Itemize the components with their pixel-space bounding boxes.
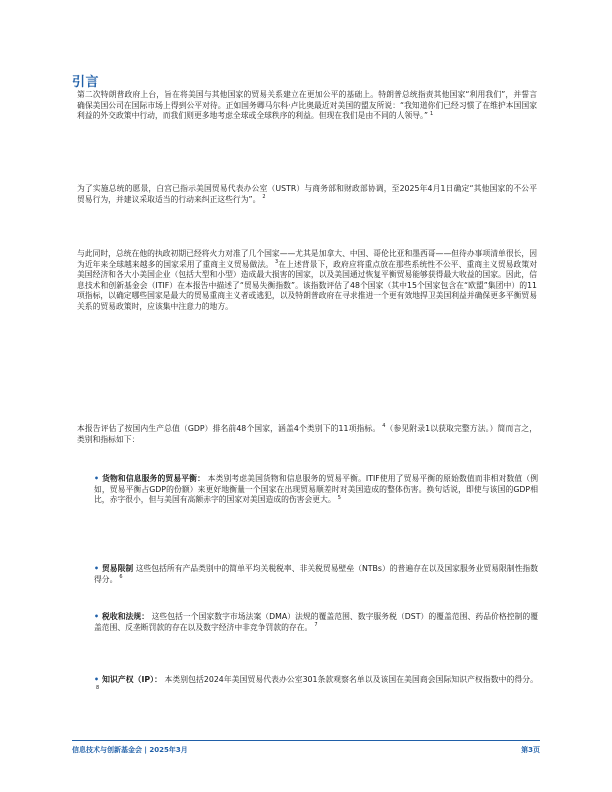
bullet-dot-icon: • xyxy=(94,612,99,621)
bullet-dot-icon: • xyxy=(94,675,99,684)
paragraph-4-text: 本报告评估了按国内生产总值（GDP）排名前48个国家，涵盖4个类别下的11项指标。 xyxy=(77,424,381,433)
footnote-ref-6[interactable]: 6 xyxy=(119,574,123,580)
bullet-lead: 税收和法规： xyxy=(101,612,150,621)
paragraph-2-text: 为了实施总统的愿景，白宫已指示美国贸易代表办公室（USTR）与商务部和财政部协调，至2025年4月1日确定“其他国家的不公平贸易行为，并建议采取适当的行动来纠正这些行为”。 xyxy=(77,184,537,204)
bullet-lead: 知识产权（IP）： xyxy=(101,675,162,684)
bullet-lead: 贸易限制 xyxy=(101,564,134,573)
footnote-ref-7[interactable]: 7 xyxy=(314,622,318,628)
footnote-ref-2[interactable]: 2 xyxy=(262,194,266,200)
footnote-ref-8[interactable]: 8 xyxy=(96,685,100,691)
footer-page-number: 第3页 xyxy=(521,746,540,754)
bullet-dot-icon: • xyxy=(94,474,99,483)
paragraph-1-text: 第二次特朗普政府上台，旨在将美国与其他国家的贸易关系建立在更加公平的基础上。特朗普总统指责其他国家“利用我们”，并誓言确保美国公司在国际市场上得到公平对待。正如国务卿马尔科·卢比奥最近对美国的盟友所说：“我知道你们已经习惯了在维护本国国家利益的外交政策中行动，而我们则更多地考虑全球或全球秩序的利益。但现在我们是由不同的人领导。” xyxy=(77,90,537,121)
bullet-text: 本类别包括2024年美国贸易代表办公室301条款观察名单以及该国在美国商会国际知识产权指数中的得分。 xyxy=(164,675,538,684)
footnote-ref-5[interactable]: 5 xyxy=(337,494,341,501)
footnote-ref-1[interactable]: 1 xyxy=(430,110,434,117)
bullet-trade-restrictions xyxy=(94,564,538,585)
paragraph-3-text-b: 在上述背景下，政府应将重点放在那些系统性不公平、重商主义贸易政策对美国经济和各大小美国企业（包括大型和小型）造成最大损害的国家，以及美国通过恢复平衡贸易能够获得最大收益的国家。因此，信息技术和创新基金会（ITIF）在本报告中描述了“贸易失衡指数”。该指数评估了48个国家（其中15个国家包含在“欧盟”集团中）的11项指标，以确定哪些国家是最大的贸易重商主义者或逃犯，以及特朗普政府在寻求推进一个更有效地捍卫美国利益并确保更多平衡贸易关系的贸易政策时，应该集中注意力的地方。 xyxy=(77,259,538,311)
footer-publisher: 信息技术与创新基金会 | 2025年3月 xyxy=(72,746,188,754)
section-heading: 引言 xyxy=(72,75,100,90)
paragraph-3-text-a: 与此同时，总统在他的执政初期已经将火力对准了几个国家——尤其是加拿大、中国、哥伦比亚和墨西哥——但待办事项清单很长，因为近年来全球越来越多的国家采用了重商主义贸易做法。 xyxy=(77,249,538,269)
bullet-text: 这些包括一个国家数字市场法案（DMA）法规的覆盖范围、数字服务税（DST）的覆盖范围、药品价格控制的覆盖范围、反垄断罚款的存在以及数字经济中非竞争罚款的存在。 xyxy=(94,612,539,632)
bullet-dot-icon: • xyxy=(94,564,99,573)
bullet-lead: 货物和信息服务的贸易平衡： xyxy=(101,474,205,483)
bullet-intellectual-property xyxy=(94,675,538,696)
bullet-trade-balance xyxy=(94,474,538,506)
bullet-taxes-regulations xyxy=(94,612,538,633)
paragraph-4 xyxy=(77,424,537,445)
paragraph-1 xyxy=(77,90,537,122)
footer-divider xyxy=(72,740,540,741)
bullet-text: 本类别考虑美国货物和信息服务的贸易平衡。ITIF使用了贸易平衡的原始数值而非相对数值（例如，贸易平衡占GDP的份额）来更好地衡量一个国家在出现贸易顺差时对美国造成的整体伤害。换句话说，即使与该国的GDP相比，赤字很小，但与美国有高额赤字的国家对美国造成的伤害会更大。 xyxy=(94,474,539,505)
footnote-ref-4[interactable]: 4 xyxy=(382,423,386,430)
footnote-ref-3[interactable]: 3 xyxy=(275,259,279,265)
bullet-text: 这些包括所有产品类别中的简单平均关税税率、非关税贸易壁垒（NTBs）的普遍存在以及国家服务业贸易限制性指数得分。 xyxy=(94,564,538,584)
paragraph-4-text-b: （参见附录1以获取完整方法。）简而言之，类别和指标如下： xyxy=(77,424,538,444)
paragraph-2 xyxy=(77,184,537,205)
paragraph-3 xyxy=(77,249,537,313)
